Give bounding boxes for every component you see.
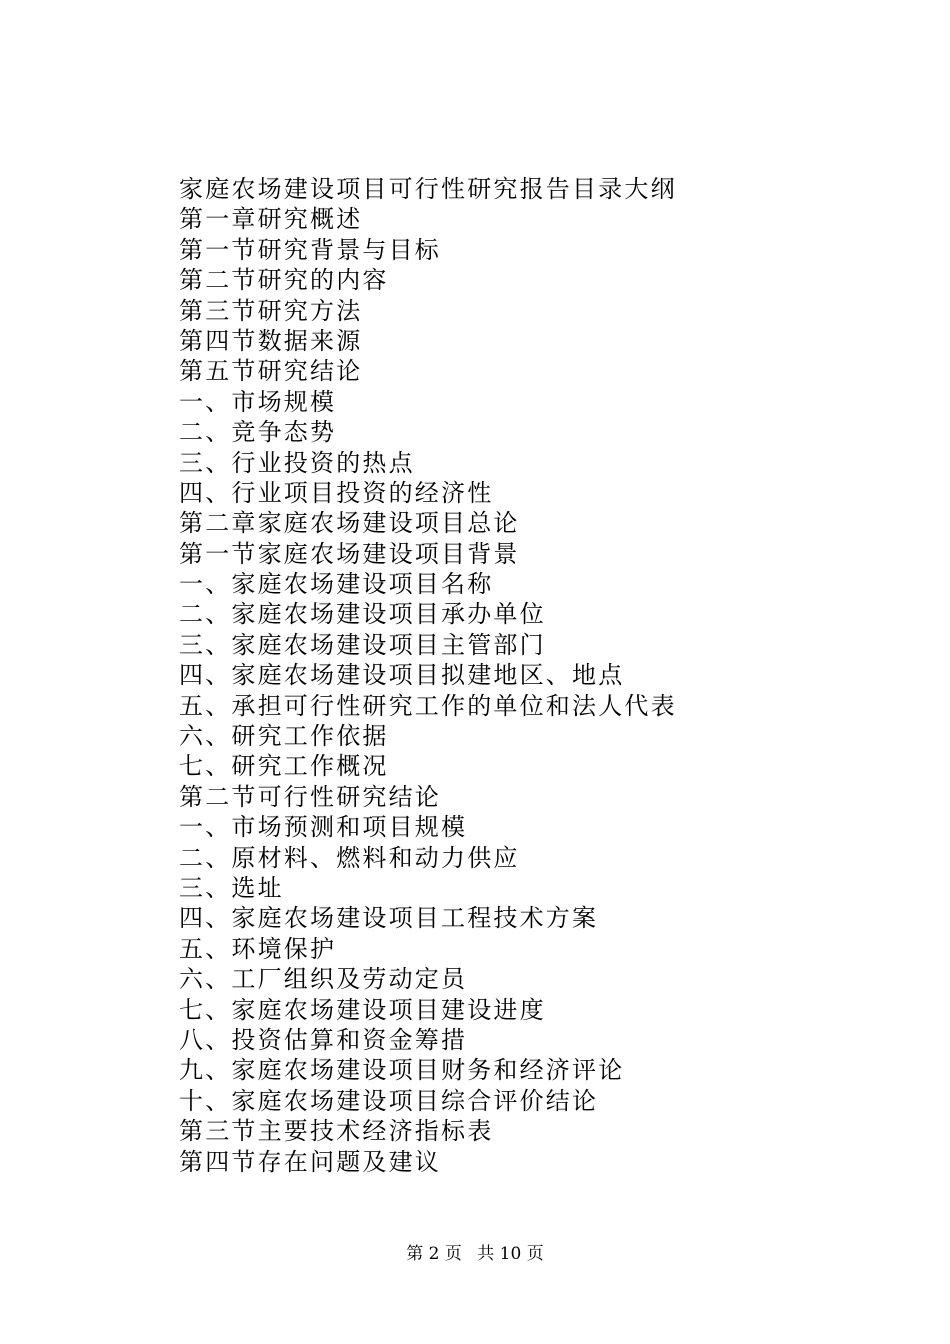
outline-item: 一、家庭农场建设项目名称: [179, 570, 494, 599]
section-heading: 第二节研究的内容: [179, 266, 389, 295]
section-heading: 第三节研究方法: [179, 296, 363, 325]
outline-item: 一、市场规模: [179, 387, 337, 416]
outline-item: 二、家庭农场建设项目承办单位: [179, 600, 546, 629]
outline-item: 三、选址: [179, 873, 284, 902]
outline-item: 九、家庭农场建设项目财务和经济评论: [179, 1056, 625, 1085]
section-heading: 第四节存在问题及建议: [179, 1147, 441, 1176]
outline-item: 四、家庭农场建设项目拟建地区、地点: [179, 661, 625, 690]
outline-item: 一、市场预测和项目规模: [179, 813, 468, 842]
document-title: 家庭农场建设项目可行性研究报告目录大纲: [179, 175, 677, 203]
outline-item: 六、工厂组织及劳动定员: [179, 965, 468, 994]
outline-item: 二、竞争态势: [179, 418, 337, 447]
outline-item: 五、环境保护: [179, 934, 337, 963]
outline-item: 三、行业投资的热点: [179, 448, 415, 477]
outline-item: 八、投资估算和资金筹措: [179, 1025, 468, 1054]
outline-item: 五、承担可行性研究工作的单位和法人代表: [179, 691, 677, 720]
chapter-heading: 第一章研究概述: [179, 205, 363, 234]
outline-content: [179, 174, 879, 1177]
outline-item: 四、家庭农场建设项目工程技术方案: [179, 904, 599, 933]
section-heading: 第一节家庭农场建设项目背景: [179, 539, 520, 568]
outline-item: 三、家庭农场建设项目主管部门: [179, 630, 546, 659]
outline-item: 六、研究工作依据: [179, 722, 389, 751]
section-heading: 第三节主要技术经济指标表: [179, 1117, 494, 1146]
section-heading: 第一节研究背景与目标: [179, 235, 441, 264]
chapter-heading: 第二章家庭农场建设项目总论: [179, 509, 520, 538]
page-footer: [0, 1243, 950, 1265]
outline-item: 十、家庭农场建设项目综合评价结论: [179, 1086, 599, 1115]
section-heading: 第四节数据来源: [179, 326, 363, 355]
page-total: 共 10 页: [477, 1244, 544, 1264]
outline-item: 七、家庭农场建设项目建设进度: [179, 995, 546, 1024]
page-number: 第 2 页: [406, 1244, 462, 1264]
section-heading: 第二节可行性研究结论: [179, 782, 441, 811]
section-heading: 第五节研究结论: [179, 357, 363, 386]
outline-item: 四、行业项目投资的经济性: [179, 478, 494, 507]
outline-item: 七、研究工作概况: [179, 752, 389, 781]
outline-item: 二、原材料、燃料和动力供应: [179, 843, 520, 872]
